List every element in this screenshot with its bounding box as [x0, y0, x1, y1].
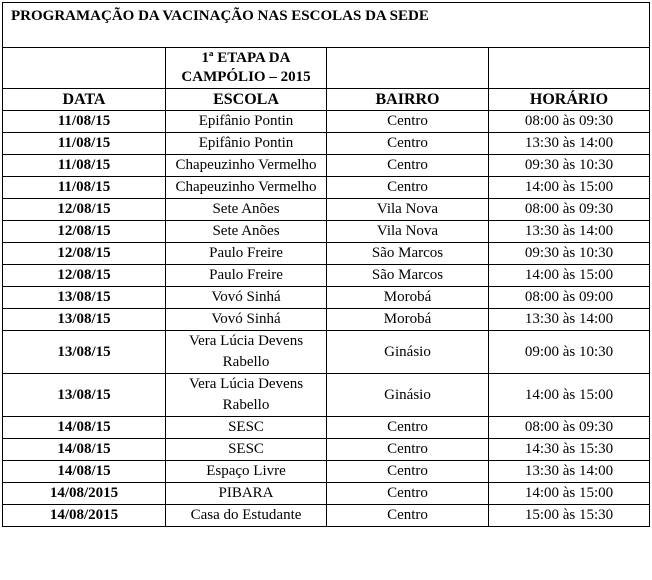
table-title: PROGRAMAÇÃO DA VACINAÇÃO NAS ESCOLAS DA SEDE — [3, 3, 650, 48]
header-horario: HORÁRIO — [489, 89, 650, 111]
date-cell: 14/08/15 — [3, 461, 166, 483]
school-cell: Sete Anões — [166, 221, 327, 243]
time-cell: 13:30 às 14:00 — [489, 309, 650, 331]
neighborhood-cell: Centro — [327, 111, 489, 133]
time-cell: 13:30 às 14:00 — [489, 461, 650, 483]
time-cell: 13:30 às 14:00 — [489, 133, 650, 155]
time-cell: 08:00 às 09:30 — [489, 199, 650, 221]
neighborhood-cell: São Marcos — [327, 265, 489, 287]
table-row — [3, 331, 650, 374]
header-row — [3, 89, 650, 111]
table-row — [3, 177, 650, 199]
time-cell: 15:00 às 15:30 — [489, 505, 650, 527]
table-row — [3, 133, 650, 155]
neighborhood-cell: São Marcos — [327, 243, 489, 265]
school-cell: Espaço Livre — [166, 461, 327, 483]
school-cell: Epifânio Pontin — [166, 133, 327, 155]
school-cell: Chapeuzinho Vermelho — [166, 177, 327, 199]
date-cell: 14/08/2015 — [3, 505, 166, 527]
time-cell: 14:00 às 15:00 — [489, 483, 650, 505]
neighborhood-cell: Morobá — [327, 309, 489, 331]
school-cell: Vovó Sinhá — [166, 287, 327, 309]
school-cell: PIBARA — [166, 483, 327, 505]
date-cell: 14/08/15 — [3, 439, 166, 461]
table-row — [3, 221, 650, 243]
time-cell: 08:00 às 09:30 — [489, 417, 650, 439]
time-cell: 09:30 às 10:30 — [489, 155, 650, 177]
time-cell: 14:00 às 15:00 — [489, 374, 650, 417]
table-row — [3, 417, 650, 439]
neighborhood-cell: Centro — [327, 439, 489, 461]
table-row — [3, 439, 650, 461]
school-cell: Paulo Freire — [166, 243, 327, 265]
time-cell: 13:30 às 14:00 — [489, 221, 650, 243]
header-bairro: BAIRRO — [327, 89, 489, 111]
neighborhood-cell: Centro — [327, 133, 489, 155]
table-row — [3, 461, 650, 483]
time-cell: 14:30 às 15:30 — [489, 439, 650, 461]
table-row — [3, 374, 650, 417]
empty-cell — [489, 48, 650, 89]
school-cell: SESC — [166, 417, 327, 439]
neighborhood-cell: Ginásio — [327, 374, 489, 417]
neighborhood-cell: Centro — [327, 417, 489, 439]
time-cell: 08:00 às 09:00 — [489, 287, 650, 309]
date-cell: 13/08/15 — [3, 287, 166, 309]
vaccination-schedule-table — [2, 2, 650, 527]
stage-label: 1ª ETAPA DA CAMPÓLIO – 2015 — [166, 48, 327, 89]
school-cell: Vera Lúcia Devens Rabello — [166, 331, 327, 374]
school-cell: Casa do Estudante — [166, 505, 327, 527]
header-escola: ESCOLA — [166, 89, 327, 111]
school-cell: Vera Lúcia Devens Rabello — [166, 374, 327, 417]
neighborhood-cell: Centro — [327, 505, 489, 527]
date-cell: 14/08/2015 — [3, 483, 166, 505]
date-cell: 11/08/15 — [3, 177, 166, 199]
date-cell: 13/08/15 — [3, 331, 166, 374]
school-cell: Paulo Freire — [166, 265, 327, 287]
header-data: DATA — [3, 89, 166, 111]
school-cell: Sete Anões — [166, 199, 327, 221]
neighborhood-cell: Ginásio — [327, 331, 489, 374]
table-row — [3, 287, 650, 309]
date-cell: 11/08/15 — [3, 111, 166, 133]
neighborhood-cell: Vila Nova — [327, 221, 489, 243]
time-cell: 14:00 às 15:00 — [489, 265, 650, 287]
date-cell: 13/08/15 — [3, 309, 166, 331]
date-cell: 14/08/15 — [3, 417, 166, 439]
date-cell: 12/08/15 — [3, 243, 166, 265]
table-row — [3, 483, 650, 505]
time-cell: 09:30 às 10:30 — [489, 243, 650, 265]
time-cell: 14:00 às 15:00 — [489, 177, 650, 199]
title-row — [3, 3, 650, 48]
table-row — [3, 505, 650, 527]
time-cell: 09:00 às 10:30 — [489, 331, 650, 374]
school-cell: Chapeuzinho Vermelho — [166, 155, 327, 177]
table-row — [3, 199, 650, 221]
school-cell: Epifânio Pontin — [166, 111, 327, 133]
empty-cell — [327, 48, 489, 89]
table-row — [3, 309, 650, 331]
date-cell: 11/08/15 — [3, 155, 166, 177]
table-row — [3, 111, 650, 133]
date-cell: 13/08/15 — [3, 374, 166, 417]
table-row — [3, 243, 650, 265]
table-row — [3, 155, 650, 177]
school-cell: Vovó Sinhá — [166, 309, 327, 331]
neighborhood-cell: Centro — [327, 483, 489, 505]
table-row — [3, 265, 650, 287]
empty-cell — [3, 48, 166, 89]
time-cell: 08:00 às 09:30 — [489, 111, 650, 133]
neighborhood-cell: Morobá — [327, 287, 489, 309]
date-cell: 11/08/15 — [3, 133, 166, 155]
neighborhood-cell: Centro — [327, 461, 489, 483]
neighborhood-cell: Centro — [327, 177, 489, 199]
neighborhood-cell: Centro — [327, 155, 489, 177]
date-cell: 12/08/15 — [3, 221, 166, 243]
stage-row — [3, 48, 650, 89]
neighborhood-cell: Vila Nova — [327, 199, 489, 221]
date-cell: 12/08/15 — [3, 199, 166, 221]
school-cell: SESC — [166, 439, 327, 461]
date-cell: 12/08/15 — [3, 265, 166, 287]
